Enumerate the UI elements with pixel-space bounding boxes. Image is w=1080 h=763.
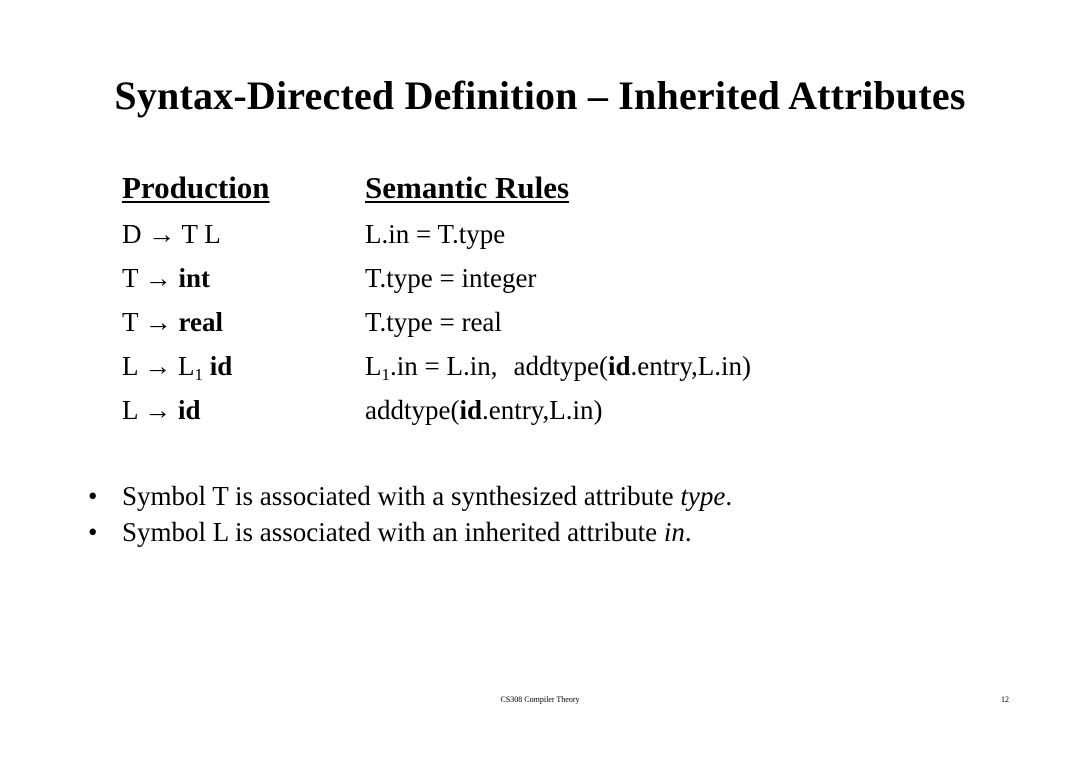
slide-title: Syntax-Directed Definition – Inherited Attributes (114, 73, 966, 118)
list-item (88, 514, 732, 550)
production-lhs: T (122, 307, 139, 337)
production-lhs: T (122, 263, 139, 293)
bullet-end: . (684, 517, 692, 547)
bullet-icon: • (88, 517, 98, 547)
footer-course: CS308 Compiler Theory (500, 695, 580, 704)
production-rhs: L (178, 351, 195, 381)
rule-call-prefix: addtype( (513, 351, 608, 381)
production-cell (122, 212, 221, 256)
arrow: → (144, 395, 172, 425)
semantic-rule: T.type = integer (365, 263, 537, 293)
production-rhs-terminal: real (178, 307, 223, 337)
bullet-icon: • (88, 481, 98, 511)
arrow: → (144, 263, 172, 293)
production-rhs-subscript: 1 (194, 365, 203, 384)
rule-cell (365, 212, 505, 256)
rule-call-suffix: .entry,L.in) (482, 395, 603, 425)
arrow: → (148, 219, 176, 249)
production-cell (122, 388, 201, 432)
production-rhs-terminal: id (209, 351, 233, 381)
production-rhs-terminal: int (178, 263, 211, 293)
rule-call-prefix: addtype( (365, 395, 460, 425)
semantic-rule: L.in = T.type (365, 219, 506, 249)
bullet-list (88, 478, 732, 550)
bullet-text: Symbol L is associated with an inherited attribute (122, 517, 664, 547)
production-cell (122, 344, 232, 388)
bullet-italic-term: type (680, 481, 726, 511)
bullet-italic-term: in (663, 517, 685, 547)
production-rhs-terminal: id (178, 395, 201, 425)
production-cell (122, 256, 210, 300)
rule-call-id: id (459, 395, 482, 425)
arrow: → (144, 351, 172, 381)
rule-attr-base: L (365, 351, 382, 381)
bullet-text: Symbol T is associated with a synthesized attribute (122, 481, 681, 511)
semantic-rule: T.type = real (365, 307, 502, 337)
production-header: Production (122, 170, 270, 205)
rule-attr-subscript: 1 (381, 365, 390, 384)
rule-cell (365, 300, 502, 344)
bullet-end: . (725, 481, 733, 511)
production-cell (122, 300, 223, 344)
semantic-rules-header: Semantic Rules (365, 170, 570, 205)
rule-cell (365, 344, 751, 388)
rule-assignment: .in = L.in, (390, 351, 498, 381)
rule-call-id: id (607, 351, 631, 381)
rule-cell (365, 388, 602, 432)
rule-call-suffix: .entry,L.in) (630, 351, 751, 381)
arrow: → (144, 307, 172, 337)
production-lhs: L (122, 395, 138, 425)
list-item (88, 478, 732, 514)
production-lhs: D (122, 219, 142, 249)
production-rhs: T L (181, 219, 221, 249)
page-number: 12 (1001, 695, 1009, 704)
production-lhs: L (122, 351, 138, 381)
rule-cell (365, 256, 536, 300)
